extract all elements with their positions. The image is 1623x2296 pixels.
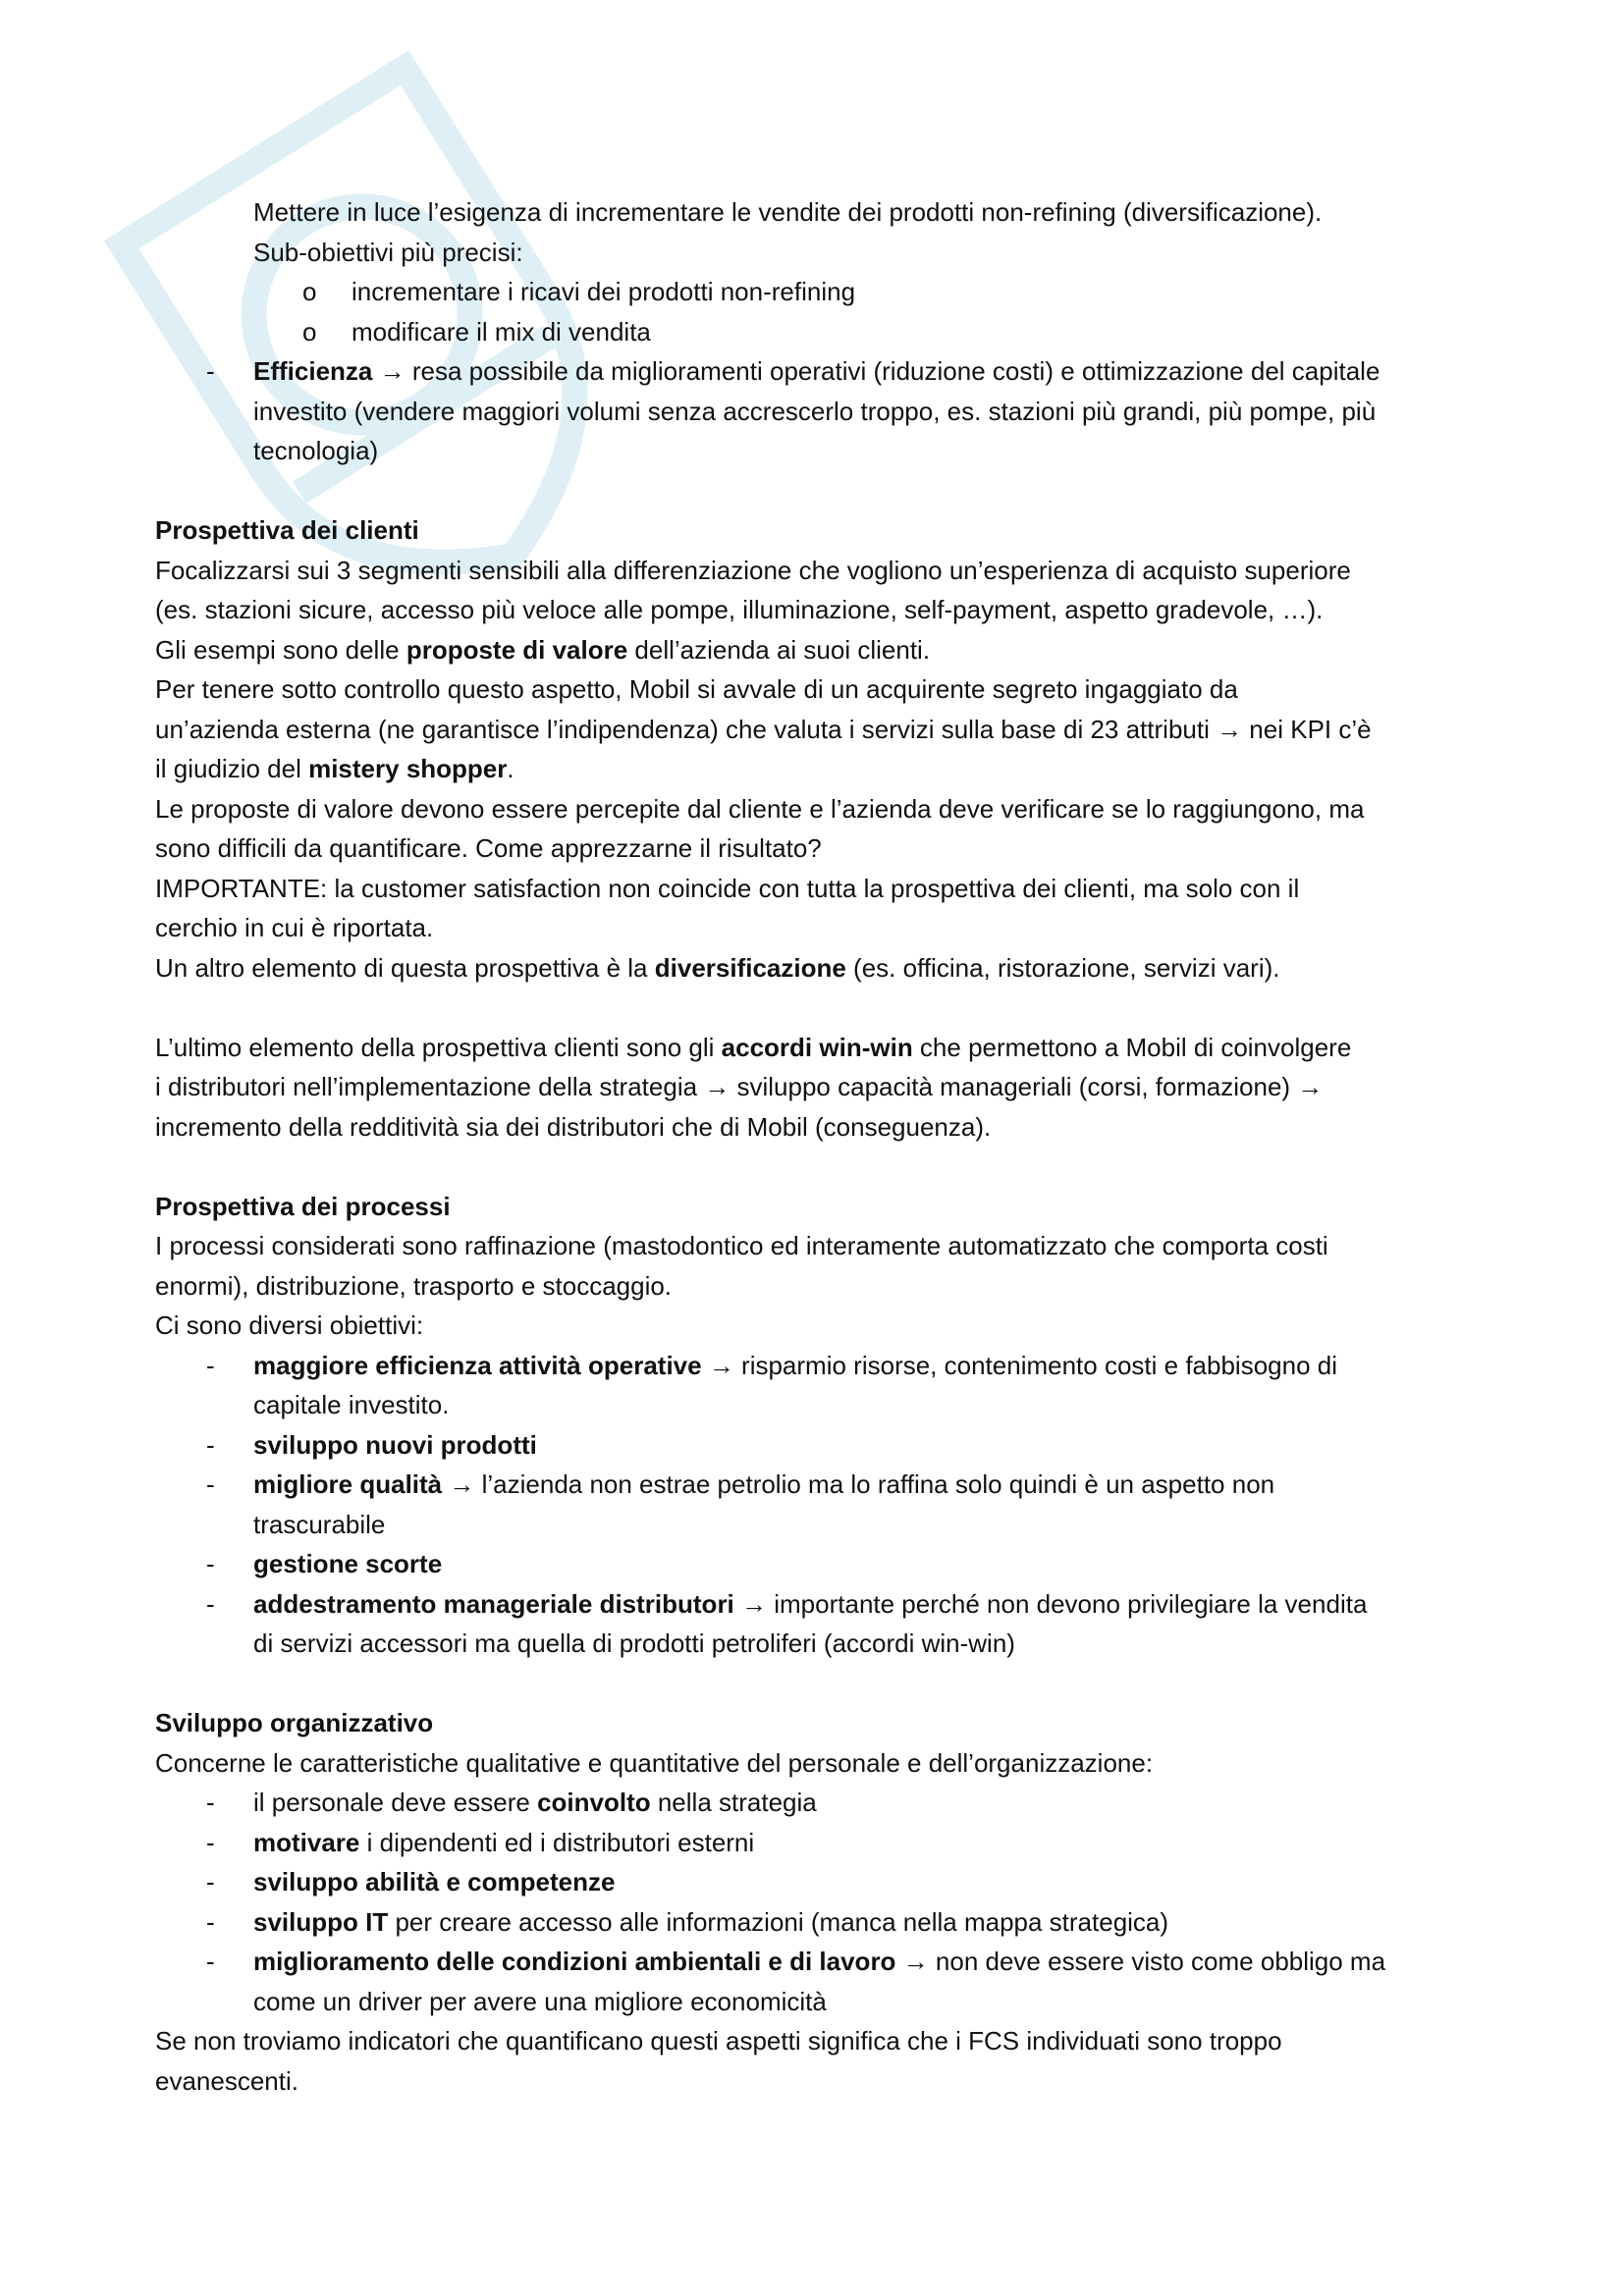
text-span: dell’azienda ai suoi clienti. xyxy=(627,634,931,665)
dash-item xyxy=(155,1346,1490,1386)
dash-bullet: - xyxy=(206,1867,215,1896)
sub-bullet-item xyxy=(155,312,1490,352)
bold-term: addestramento manageriale distributori xyxy=(253,1588,734,1619)
text-line: Focalizzarsi sui 3 segmenti sensibili alla differenziazione che vogliono un’esperienza di acquisto superiore xyxy=(155,555,1351,585)
section-heading-clienti: Prospettiva dei clienti xyxy=(155,515,419,545)
dash-bullet: - xyxy=(206,1429,215,1460)
text-line xyxy=(155,1028,1490,1068)
text-line: trascurabile xyxy=(253,1509,386,1539)
dash-item xyxy=(155,1465,1490,1505)
bold-term: sviluppo IT xyxy=(253,1906,389,1937)
dash-item xyxy=(155,1783,1490,1823)
dash-item xyxy=(155,1823,1490,1863)
dash-bullet: - xyxy=(206,1906,215,1937)
item-text: i dipendenti ed i distributori esterni xyxy=(359,1827,755,1857)
item-text: il personale deve essere xyxy=(253,1788,538,1817)
dash-bullet: - xyxy=(206,1549,215,1578)
text-line: Mettere in luce l’esigenza di incrementare le vendite dei prodotti non-refining (diversificazione). xyxy=(253,197,1323,227)
bold-term: migliore qualità xyxy=(253,1469,443,1499)
item-text: → resa possibile da miglioramenti operativi (riduzione costi) e ottimizzazione del capitale xyxy=(372,356,1380,386)
text-line: Per tenere sotto controllo questo aspetto, Mobil si avvale di un acquirente segreto ingaggiato da xyxy=(155,674,1238,704)
dash-item xyxy=(155,1902,1490,1943)
text-span: . xyxy=(507,754,514,783)
bold-term: maggiore efficienza attività operative xyxy=(253,1350,702,1380)
item-text: → risparmio risorse, contenimento costi e fabbisogno di xyxy=(701,1350,1338,1380)
item-text: modificare il mix di vendita xyxy=(352,316,651,347)
text-line: Se non troviamo indicatori che quantificano questi aspetti significa che i FCS individuati sono troppo xyxy=(155,2026,1282,2056)
section-heading-processi: Prospettiva dei processi xyxy=(155,1191,451,1221)
text-line: incremento della redditività sia dei distributori che di Mobil (conseguenza). xyxy=(155,1111,992,1142)
text-line: Le proposte di valore devono essere percepite dal cliente e l’azienda deve verificare se lo raggiungono, ma xyxy=(155,793,1365,824)
text-line xyxy=(155,749,1490,789)
bold-term: accordi win-win xyxy=(721,1032,913,1062)
bold-term: miglioramento delle condizioni ambientali e di lavoro xyxy=(253,1947,896,1976)
dash-bullet: - xyxy=(206,1588,215,1619)
dash-item xyxy=(155,1862,1490,1902)
dash-bullet: - xyxy=(206,1469,215,1499)
circle-bullet: o xyxy=(302,316,317,347)
text-line: un’azienda esterna (ne garantisce l’indipendenza) che valuta i servizi sulla base di 23 attributi → nei KPI c’è xyxy=(155,714,1372,744)
sub-bullet-item xyxy=(155,272,1490,312)
dash-bullet: - xyxy=(206,1947,215,1976)
text-line: cerchio in cui è riportata. xyxy=(155,913,434,942)
item-text: per creare accesso alle informazioni (manca nella mappa strategica) xyxy=(388,1906,1169,1937)
text-line: (es. stazioni sicure, accesso più veloce alle pompe, illuminazione, self-payment, aspetto gradevole, …). xyxy=(155,595,1324,624)
text-line: investito (vendere maggiori volumi senza accrescerlo troppo, es. stazioni più grandi, più pompe, più xyxy=(253,396,1377,426)
dash-item xyxy=(155,1425,1490,1466)
text-line: I processi considerati sono raffinazione (mastodontico ed interamente automatizzato che comporta costi xyxy=(155,1231,1328,1260)
bold-term: mistery shopper xyxy=(308,754,508,783)
dash-bullet: - xyxy=(206,1788,215,1817)
bold-term: coinvolto xyxy=(537,1788,651,1817)
text-line: enormi), distribuzione, trasporto e stoccaggio. xyxy=(155,1270,673,1301)
text-line: come un driver per avere una migliore economicità xyxy=(253,1986,827,2016)
text-line: sono difficili da quantificare. Come apprezzarne il risultato? xyxy=(155,833,822,863)
text-span: che permettono a Mobil di coinvolgere xyxy=(912,1032,1352,1062)
dash-bullet: - xyxy=(206,1350,215,1380)
dash-item xyxy=(155,1584,1490,1625)
item-text: nella strategia xyxy=(650,1788,817,1817)
text-span: L’ultimo elemento della prospettiva clienti sono gli xyxy=(155,1032,722,1062)
text-span: (es. officina, ristorazione, servizi vari). xyxy=(845,952,1280,983)
item-text: → l’azienda non estrae petrolio ma lo raffina solo quindi è un aspetto non xyxy=(442,1469,1275,1499)
section-heading-sviluppo: Sviluppo organizzativo xyxy=(155,1708,434,1737)
text-line: Sub-obiettivi più precisi: xyxy=(253,237,523,267)
text-line xyxy=(155,948,1490,988)
item-text: → non deve essere visto come obbligo ma xyxy=(895,1947,1386,1976)
text-line: Concerne le caratteristiche qualitative e quantitative del personale e dell’organizzazione: xyxy=(155,1747,1154,1778)
dash-item xyxy=(155,1942,1490,1982)
text-line: di servizi accessori ma quella di prodotti petroliferi (accordi win-win) xyxy=(253,1629,1015,1658)
text-span: Gli esempi sono delle xyxy=(155,634,406,665)
dash-bullet: - xyxy=(206,1827,215,1857)
bold-term: proposte di valore xyxy=(406,634,628,665)
bold-term: gestione scorte xyxy=(253,1549,443,1578)
dash-item-efficienza xyxy=(155,351,1490,392)
text-line: tecnologia) xyxy=(253,436,379,465)
document-body xyxy=(155,192,1490,2101)
text-line: i distributori nell’implementazione della strategia → sviluppo capacità manageriali (corsi, formazione) → xyxy=(155,1072,1324,1101)
dash-item xyxy=(155,1544,1490,1584)
text-line xyxy=(155,630,1490,670)
text-line: capitale investito. xyxy=(253,1390,450,1419)
dash-bullet: - xyxy=(206,356,215,386)
bold-term: sviluppo abilità e competenze xyxy=(253,1867,616,1896)
text-line: Ci sono diversi obiettivi: xyxy=(155,1310,424,1340)
bold-term: Efficienza xyxy=(253,356,373,386)
text-line: evanescenti. xyxy=(155,2065,298,2096)
text-line: IMPORTANTE: la customer satisfaction non coincide con tutta la prospettiva dei clienti, ma solo con il xyxy=(155,873,1300,903)
circle-bullet: o xyxy=(302,277,317,306)
bold-term: motivare xyxy=(253,1827,360,1857)
text-span: Un altro elemento di questa prospettiva è la xyxy=(155,952,655,983)
bold-term: diversificazione xyxy=(654,952,846,983)
text-span: il giudizio del xyxy=(155,754,309,783)
item-text: incrementare i ricavi dei prodotti non-refining xyxy=(352,277,856,306)
bold-term: sviluppo nuovi prodotti xyxy=(253,1429,537,1460)
item-text: → importante perché non devono privilegiare la vendita xyxy=(733,1588,1368,1619)
